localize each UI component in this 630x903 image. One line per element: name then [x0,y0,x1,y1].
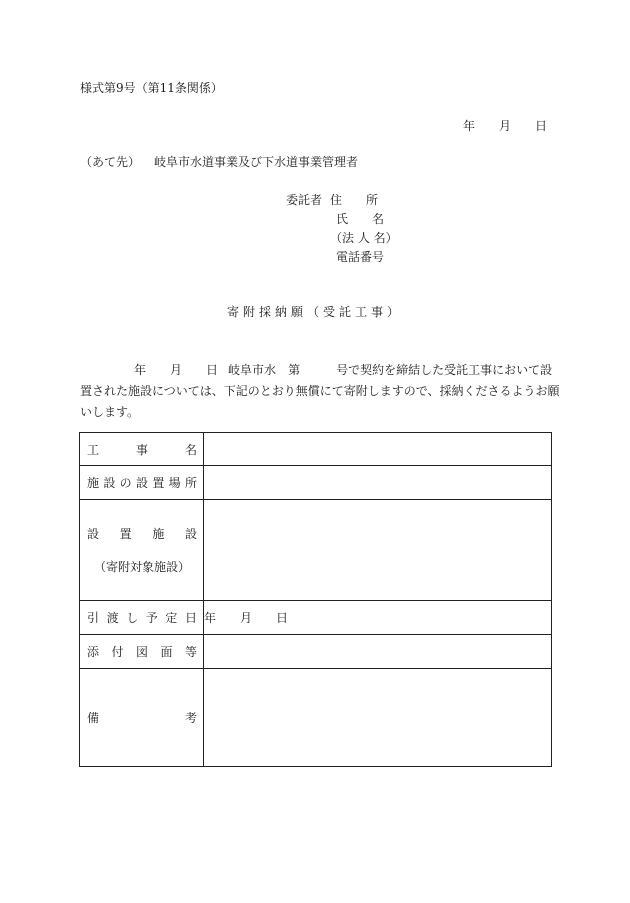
details-table [79,432,552,767]
handover-month: 月 [240,611,253,625]
label-char: の [119,476,132,490]
installed-facility-label [80,500,204,601]
construction-name-label [80,433,204,466]
attached-drawings-field[interactable] [204,635,552,669]
label-char: 設 [184,527,197,541]
label-char: 設 [103,476,116,490]
label-char: 等 [184,645,197,659]
table-row [80,601,552,635]
construction-name-field[interactable] [204,433,552,466]
label-char: 予 [145,611,158,625]
label-char: 施 [87,476,100,490]
applicant-role: 委託者 [286,193,323,207]
label-char: 施 [152,527,165,541]
addressee-prefix: （あて先） [80,155,141,169]
handover-date-field[interactable] [204,601,552,635]
handover-year: 年 [204,611,217,625]
phone-label: 電話番号 [336,250,385,264]
attached-drawings-label [80,635,204,669]
label-char: 引 [87,611,100,625]
label-char: 事 [135,442,148,457]
label-char: 工 [87,442,100,457]
body-line-1 [80,360,555,381]
corp-name-label: （法 人 名） [330,231,398,245]
body-city-label: 岐阜市水 [228,363,277,377]
body-line-2: 置された施設については、下記のとおり無償にて寄附しますので、採納くださるようお願 [80,384,560,398]
date-year-label: 年 [463,119,476,133]
table-row [80,500,552,601]
date-month-label: 月 [499,119,512,133]
body-day: 日 [206,363,219,377]
name-label: 氏 名 [336,212,385,226]
installation-location-field[interactable] [204,466,552,500]
label-char: 付 [111,645,124,659]
label-char: 置 [119,527,132,541]
label-char: 図 [135,645,148,659]
addressee [80,155,358,169]
body-year: 年 [134,363,147,377]
handover-day: 日 [276,611,289,625]
label-char: 日 [184,611,197,625]
installed-facility-field[interactable] [204,500,552,601]
table-row [80,466,552,500]
body-line1-rest: 号で契約を締結した受託工事において設 [336,363,553,377]
label-char: 場 [168,476,181,490]
date-day-label: 日 [535,119,548,133]
label-char: 置 [152,476,165,490]
table-row [80,433,552,466]
remarks-field[interactable] [204,669,552,767]
donation-target-sublabel: （寄附対象施設） [93,560,190,574]
handover-date-label [80,601,204,635]
label-char: 渡 [106,611,119,625]
address-label: 住 所 [330,193,379,207]
label-char: 添 [87,645,100,659]
table-row [80,635,552,669]
label-char: 名 [184,442,197,457]
body-month: 月 [170,363,183,377]
addressee-recipient: 岐阜市水道事業及び下水道事業管理者 [154,155,359,169]
body-number-prefix: 第 [288,363,301,377]
request-body [80,360,560,423]
label-char: 設 [87,527,100,541]
label-char: 備 [87,711,100,725]
remarks-label [80,669,204,767]
document-title: 寄附採納願（受託工事） [226,305,403,319]
application-date [463,119,547,133]
label-char: 定 [165,611,178,625]
label-char: 考 [184,711,197,725]
label-char: し [126,611,139,625]
form-number: 様式第9号（第11条関係） [80,81,223,95]
installation-location-label [80,466,204,500]
table-row [80,669,552,767]
label-char: 面 [160,645,173,659]
label-char: 設 [135,476,148,490]
body-line-3: いします。 [80,405,140,419]
label-char: 所 [184,476,197,490]
